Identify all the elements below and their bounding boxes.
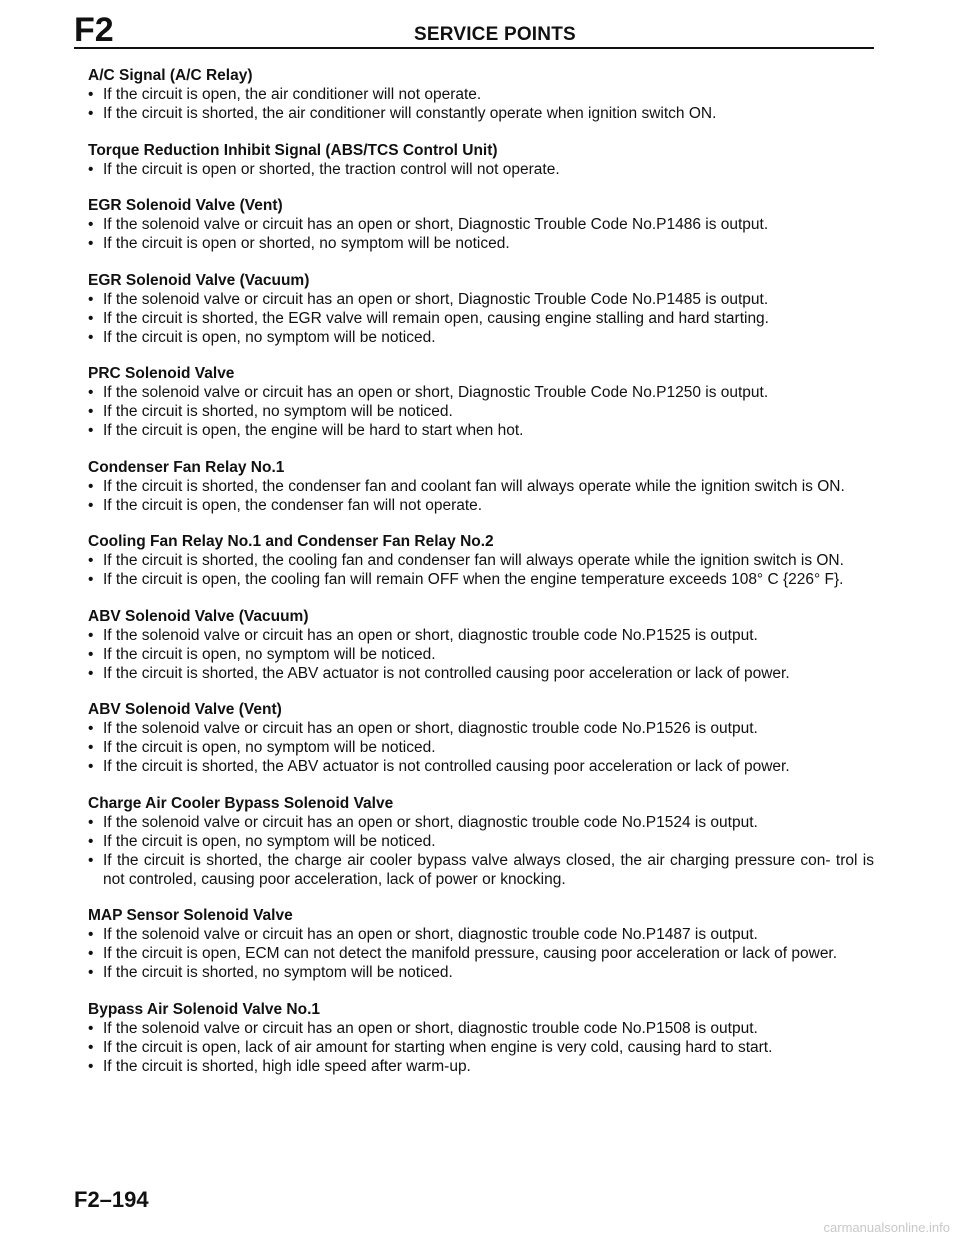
bullet-icon: • [88, 496, 94, 514]
list-item [88, 851, 874, 889]
section [88, 196, 874, 253]
section [88, 700, 874, 776]
bullet-icon: • [88, 477, 94, 495]
section-heading: A/C Signal (A/C Relay) [88, 67, 253, 84]
section [88, 906, 874, 982]
list-item-text: If the circuit is open, no symptom will be noticed. [103, 645, 436, 663]
list-item [88, 813, 874, 832]
list-item-text: If the circuit is open, no symptom will be noticed. [103, 328, 436, 346]
section-code: F2 [74, 11, 114, 49]
bullet-icon: • [88, 235, 94, 252]
page-title: SERVICE POINTS [414, 24, 576, 45]
section [88, 271, 874, 347]
section [88, 458, 874, 515]
bullet-icon: • [88, 720, 94, 737]
bullet-list [88, 551, 874, 589]
list-item-text: If the circuit is open, the engine will be hard to start when hot. [103, 422, 524, 439]
list-item [88, 570, 874, 589]
bullet-list [88, 160, 874, 179]
page-header [74, 10, 874, 50]
list-item [88, 160, 874, 179]
bullet-icon: • [88, 664, 94, 682]
list-item-text: If the circuit is open, the air conditioner will not operate. [103, 86, 482, 103]
list-item-text: If the circuit is shorted, the charge air cooler bypass valve always closed, the air charging pressure con- trol is not controled, causing poor acceleration, lack of power or knocking. [103, 851, 874, 888]
list-item-text: If the solenoid valve or circuit has an open or short, diagnostic trouble code No.P1525 is output. [103, 626, 758, 644]
service-points-content [88, 66, 874, 1093]
list-item [88, 215, 874, 234]
list-item [88, 402, 874, 421]
section-heading: PRC Solenoid Valve [88, 365, 235, 382]
list-item [88, 719, 874, 738]
list-item [88, 832, 874, 851]
list-item-text: If the circuit is open, no symptom will be noticed. [103, 739, 436, 756]
section-heading: EGR Solenoid Valve (Vent) [88, 197, 283, 214]
list-item-text: If the circuit is shorted, the condenser fan and coolant fan will always operate while the ignition switch is ON. [103, 477, 845, 495]
section-heading: EGR Solenoid Valve (Vacuum) [88, 271, 310, 289]
list-item [88, 1019, 874, 1038]
section-heading: Bypass Air Solenoid Valve No.1 [88, 1000, 321, 1018]
bullet-icon: • [88, 552, 94, 569]
section-heading: ABV Solenoid Valve (Vent) [88, 701, 282, 718]
list-item [88, 328, 874, 347]
bullet-list [88, 813, 874, 889]
list-item-text: If the circuit is shorted, no symptom will be noticed. [103, 403, 453, 420]
bullet-icon: • [88, 328, 94, 346]
list-item [88, 944, 874, 963]
bullet-icon: • [88, 1038, 94, 1056]
bullet-icon: • [88, 216, 94, 233]
bullet-list [88, 215, 874, 253]
list-item [88, 234, 874, 253]
list-item [88, 738, 874, 757]
bullet-list [88, 290, 874, 347]
bullet-icon: • [88, 813, 94, 831]
bullet-icon: • [88, 422, 94, 439]
list-item [88, 477, 874, 496]
watermark: carmanualsonline.info [823, 1220, 950, 1235]
list-item [88, 85, 874, 104]
list-item [88, 104, 874, 123]
list-item-text: If the solenoid valve or circuit has an open or short, diagnostic trouble code No.P1526 is output. [103, 720, 758, 737]
bullet-icon: • [88, 832, 94, 850]
bullet-list [88, 1019, 874, 1076]
list-item [88, 757, 874, 776]
bullet-icon: • [88, 1019, 94, 1037]
bullet-icon: • [88, 384, 94, 401]
list-item [88, 645, 874, 664]
section-heading: Charge Air Cooler Bypass Solenoid Valve [88, 794, 394, 812]
bullet-icon: • [88, 290, 94, 308]
list-item-text: If the circuit is open, the condenser fan will not operate. [103, 496, 483, 514]
bullet-icon: • [88, 86, 94, 103]
list-item [88, 383, 874, 402]
list-item-text: If the circuit is open, lack of air amount for starting when engine is very cold, causing hard to start. [103, 1038, 773, 1056]
bullet-icon: • [88, 309, 94, 327]
section-heading: MAP Sensor Solenoid Valve [88, 907, 293, 924]
section-heading: ABV Solenoid Valve (Vacuum) [88, 607, 309, 625]
list-item-text: If the circuit is open or shorted, the traction control will not operate. [103, 160, 560, 178]
section [88, 1000, 874, 1076]
bullet-list [88, 85, 874, 123]
bullet-icon: • [88, 571, 94, 588]
list-item-text: If the circuit is shorted, the ABV actuator is not controlled causing poor acceleration or lack of power. [103, 758, 790, 775]
bullet-list [88, 719, 874, 776]
section [88, 66, 874, 123]
list-item [88, 626, 874, 645]
list-item [88, 309, 874, 328]
list-item [88, 1057, 874, 1076]
list-item-text: If the solenoid valve or circuit has an open or short, diagnostic trouble code No.P1487 is output. [103, 926, 758, 943]
list-item [88, 290, 874, 309]
section [88, 364, 874, 440]
list-item-text: If the solenoid valve or circuit has an open or short, Diagnostic Trouble Code No.P1486 is output. [103, 216, 769, 233]
section-heading: Cooling Fan Relay No.1 and Condenser Fan Relay No.2 [88, 533, 494, 550]
list-item-text: If the circuit is shorted, high idle speed after warm-up. [103, 1057, 471, 1075]
list-item [88, 551, 874, 570]
section [88, 141, 874, 179]
bullet-icon: • [88, 945, 94, 962]
list-item-text: If the circuit is shorted, the EGR valve will remain open, causing engine stalling and hard starting. [103, 309, 769, 327]
section [88, 607, 874, 683]
bullet-icon: • [88, 926, 94, 943]
list-item-text: If the circuit is shorted, the cooling fan and condenser fan will always operate while the ignition switch is ON. [103, 552, 844, 569]
bullet-icon: • [88, 1057, 94, 1075]
list-item-text: If the solenoid valve or circuit has an open or short, diagnostic trouble code No.P1508 is output. [103, 1019, 758, 1037]
bullet-icon: • [88, 645, 94, 663]
list-item [88, 421, 874, 440]
list-item-text: If the circuit is open, no symptom will be noticed. [103, 832, 436, 850]
bullet-icon: • [88, 758, 94, 775]
list-item-text: If the circuit is open or shorted, no symptom will be noticed. [103, 235, 510, 252]
bullet-icon: • [88, 403, 94, 420]
bullet-icon: • [88, 964, 94, 981]
list-item [88, 664, 874, 683]
bullet-icon: • [88, 105, 94, 122]
list-item [88, 1038, 874, 1057]
section [88, 532, 874, 589]
header-divider [74, 47, 874, 49]
list-item-text: If the solenoid valve or circuit has an open or short, diagnostic trouble code No.P1524 is output. [103, 813, 758, 831]
page-number: F2–194 [74, 1187, 149, 1212]
list-item [88, 963, 874, 982]
list-item-text: If the circuit is open, ECM can not detect the manifold pressure, causing poor acceleration or lack of power. [103, 945, 838, 962]
bullet-list [88, 477, 874, 515]
bullet-icon: • [88, 851, 94, 869]
bullet-icon: • [88, 160, 94, 178]
list-item [88, 496, 874, 515]
list-item-text: If the circuit is shorted, the ABV actuator is not controlled causing poor acceleration or lack of power. [103, 664, 790, 682]
list-item-text: If the circuit is shorted, no symptom will be noticed. [103, 964, 453, 981]
list-item-text: If the solenoid valve or circuit has an open or short, Diagnostic Trouble Code No.P1250 is output. [103, 384, 769, 401]
section-heading: Torque Reduction Inhibit Signal (ABS/TCS Control Unit) [88, 141, 498, 159]
list-item [88, 925, 874, 944]
list-item-text: If the circuit is shorted, the air conditioner will constantly operate when ignition switch ON. [103, 105, 717, 122]
bullet-list [88, 383, 874, 440]
section [88, 794, 874, 889]
bullet-icon: • [88, 626, 94, 644]
bullet-icon: • [88, 739, 94, 756]
section-heading: Condenser Fan Relay No.1 [88, 458, 285, 476]
list-item-text: If the circuit is open, the cooling fan will remain OFF when the engine temperature exceeds 108° C {226° F}. [103, 571, 844, 588]
bullet-list [88, 626, 874, 683]
list-item-text: If the solenoid valve or circuit has an open or short, Diagnostic Trouble Code No.P1485 is output. [103, 290, 769, 308]
bullet-list [88, 925, 874, 982]
